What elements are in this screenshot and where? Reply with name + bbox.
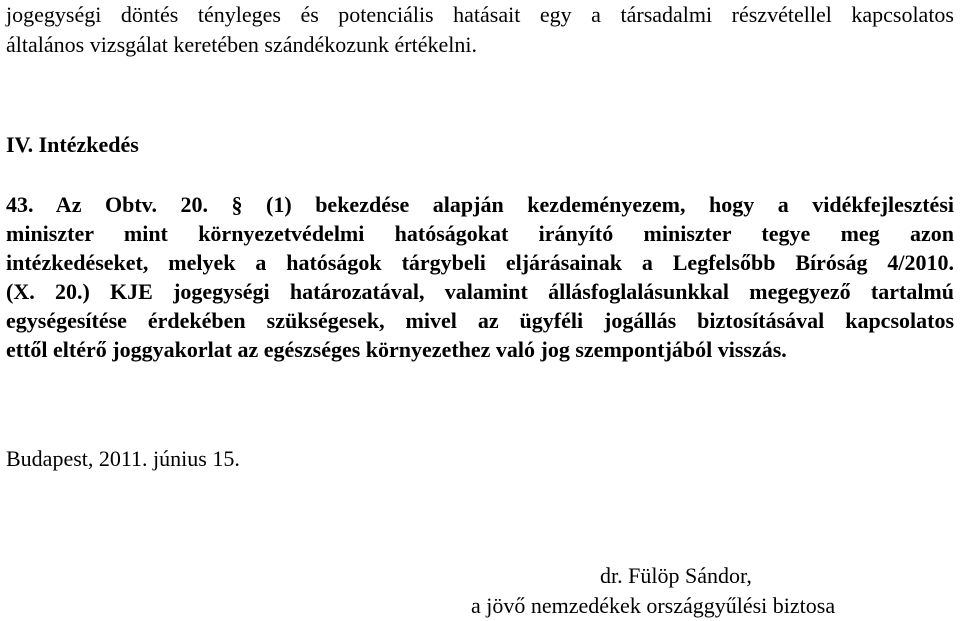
paragraph-line-6: ettől eltérő joggyakorlat az egészséges környezethez való jog szempontjából visszás.	[6, 337, 787, 362]
section-heading: IV. Intézkedés	[6, 132, 139, 157]
place-date: Budapest, 2011. június 15.	[6, 446, 240, 471]
paragraph-line-5: egységesítése érdekében szükségesek, mivel az ügyféli jogállás biztosításával kapcsolatos	[6, 308, 954, 333]
paragraph-line-3: intézkedéseket, melyek a hatóságok tárgybeli eljárásainak a Legfelsőbb Bíróság 4/2010.	[6, 250, 954, 275]
paragraph-line-1: 43. Az Obtv. 20. § (1) bekezdése alapján kezdeményezem, hogy a vidékfejlesztési	[6, 192, 954, 217]
intro-line-1: jogegységi döntés tényleges és potenciális hatásait egy a társadalmi részvétellel kapcsolatos	[6, 2, 954, 27]
signature-name: dr. Fülöp Sándor,	[600, 563, 752, 588]
signature-title: a jövő nemzedékek országgyűlési biztosa	[471, 593, 836, 618]
paragraph-line-4: (X. 20.) KJE jogegységi határozatával, valamint állásfoglalásunkkal megegyező tartalmú	[6, 279, 954, 304]
intro-line-2: általános vizsgálat keretében szándékozunk értékelni.	[6, 32, 477, 57]
paragraph-line-2: miniszter mint környezetvédelmi hatóságokat irányító miniszter tegye meg azon	[6, 221, 954, 246]
